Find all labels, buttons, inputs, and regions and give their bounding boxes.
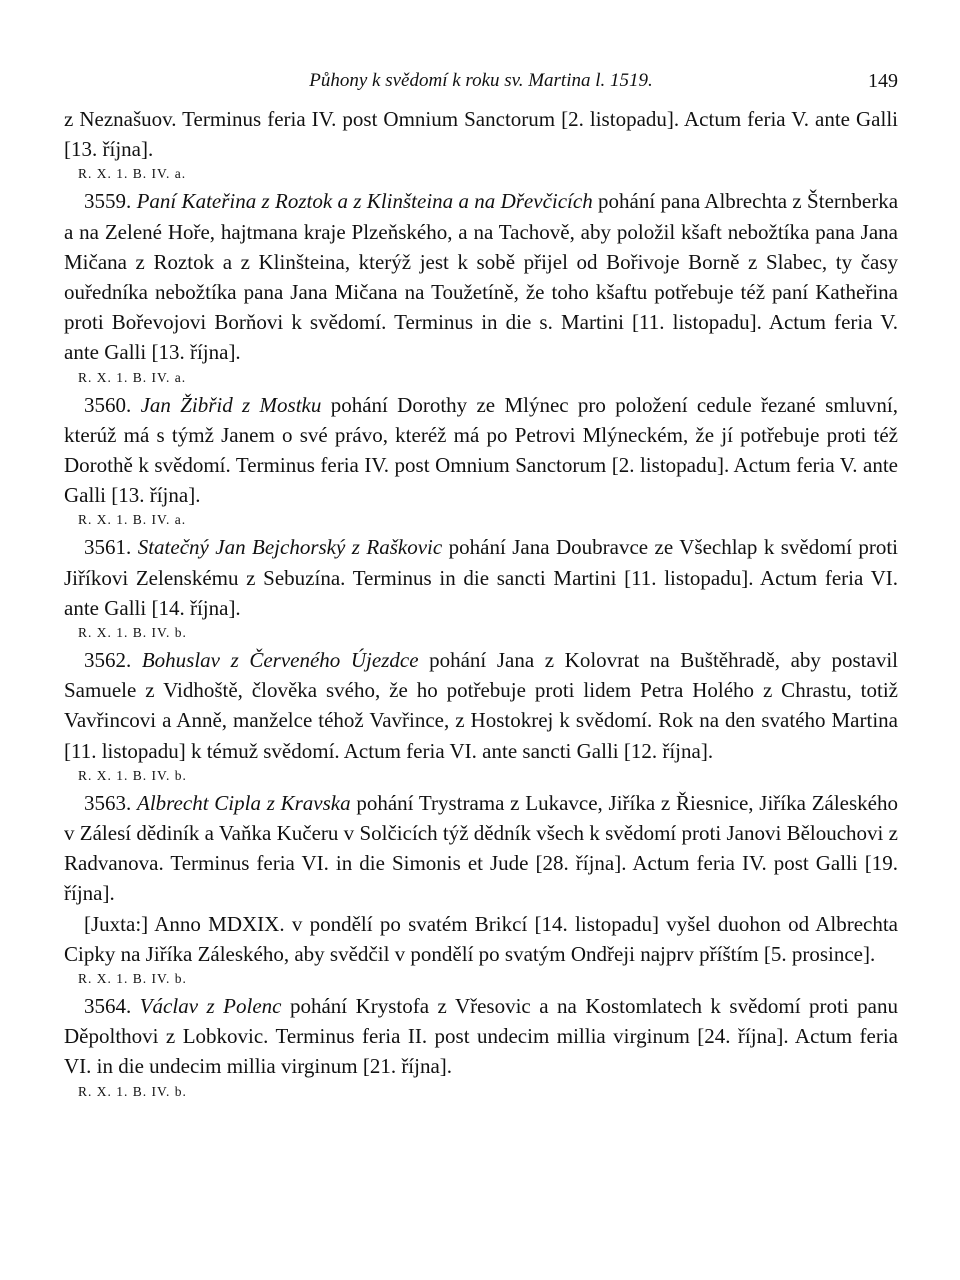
- entry-3560: [64, 390, 898, 511]
- entry-text: pohání pana Albrechta z Šternberka a na Zelené Hoře, hajtmana kraje Plzeňského, a na Tachově, aby položil kšaft nebožtíka pana Jana Mičana z Roztok a z Klinšteina, kterýž jest k sobě přijel od Bořivoje Borně z Slabec, ty časy ouředníka nebožtíka pana Jana Mičana na Toužetíně, že toho kšaftu potřebuje též paní Katheřina proti Bořevojovi Borňovi k svědomí. Terminus in die s. Martini [11. listopadu]. Actum feria V. ante Galli [13. října].: [64, 189, 899, 365]
- entry-party-name: Statečný Jan Bejchorský z Raškovic: [137, 535, 443, 560]
- source-reference: R. X. 1. B. IV. b.: [78, 767, 187, 783]
- entry-3563: [64, 788, 898, 909]
- entry-party-name: Paní Kateřina z Roztok a z Klinšteina a na Dřevčicích: [136, 189, 593, 214]
- entry-3564: [64, 991, 898, 1082]
- running-title: Půhony k svědomí k roku sv. Martina l. 1519.: [309, 70, 653, 91]
- page-number: 149: [868, 70, 898, 92]
- entry-3561: [64, 532, 898, 623]
- entry-party-name: Bohuslav z Červeného Újezdce: [141, 648, 419, 673]
- entry-number: 3564.: [84, 994, 132, 1019]
- source-reference: R. X. 1. B. IV. b.: [78, 625, 187, 641]
- entry-party-name: Václav z Polenc: [139, 994, 282, 1019]
- entry-text: pohání Krystofa z Vřesovic a na Kostomlatech k svědomí proti panu Děpolthovi z Lobkovic. Terminus feria II. post undecim millia virginum [24. října]. Actum feria VI. in die undecim millia virginum [21. října].: [64, 994, 899, 1079]
- entry-text: pohání Dorothy ze Mlýnec pro položení cedule řezané smluvní, kterúž má s týmž Janem o své právo, kteréž má po Petrovi Mlýneckém, že jí potřebuje proti též Dorothě k svědomí. Terminus feria IV. post Omnium Sanctorum [2. listopadu]. Actum feria V. ante Galli [13. října].: [64, 392, 898, 508]
- entry-number: 3560.: [84, 392, 132, 417]
- entry-text: pohání Jana Doubravce ze Všechlap k svědomí proti Jiříkovi Zelenskému z Sebuzína. Terminus in die sancti Martini [11. listopadu]. Actum feria VI. ante Galli [14. října].: [64, 535, 899, 620]
- source-reference: R. X. 1. B. IV. a.: [78, 512, 187, 528]
- entry-number: 3562.: [84, 648, 132, 673]
- opening-paragraph: z Neznašuov. Terminus feria IV. post Omnium Sanctorum [2. listopadu]. Actum feria V. ante Galli [13. října].: [64, 107, 898, 162]
- source-reference: R. X. 1. B. IV. a.: [78, 369, 187, 385]
- entry-party-name: Albrecht Cipla z Kravska: [137, 790, 351, 815]
- entry-3559: [64, 186, 898, 367]
- source-reference: R. X. 1. B. IV. b.: [78, 1083, 187, 1099]
- entry-text: pohání Trystrama z Lukavce, Jiříka z Řiesnice, Jiříka Záleského v Zálesí dědiník a Vaňka Kučeru v Solčicích týž dědník všech k svědomí proti Janovi Bělouchovi z Radvanova. Terminus feria VI. in die Simonis et Jude [28. října]. Actum feria IV. post Galli [19. října].: [64, 790, 899, 906]
- source-reference: R. X. 1. B. IV. b.: [78, 971, 187, 987]
- entry-3562: [64, 645, 898, 766]
- entry-3563-juxta-note: [Juxta:] Anno MDXIX. v pondělí po svatém Brikcí [14. listopadu] vyšel duohon od Albrechta Cipky na Jiříka Záleského, aby svědčil v pondělí po svatým Ondřeji najprv příštím [5. prosince].: [64, 911, 898, 966]
- document-body: [64, 104, 898, 1104]
- entry-text: pohání Jana z Kolovrat na Buštěhradě, aby postavil Samuele z Vidhoště, člověka svého, že ho potřebuje proti lidem Petra Holého z Chrastu, totiž Vavřincovi a Anně, manželce téhož Vavřince, z Hostokrej k svědomí. Rok na den svatého Martina [11. listopadu] k témuž svědomí. Actum feria VI. ante sancti Galli [12. října].: [64, 648, 899, 763]
- source-reference: R. X. 1. B. IV. a.: [78, 166, 187, 182]
- entry-number: 3561.: [84, 535, 132, 560]
- entry-number: 3563.: [84, 790, 132, 815]
- entry-party-name: Jan Žibřid z Mostku: [140, 392, 322, 417]
- entry-number: 3559.: [84, 189, 132, 214]
- page-header: [64, 70, 898, 102]
